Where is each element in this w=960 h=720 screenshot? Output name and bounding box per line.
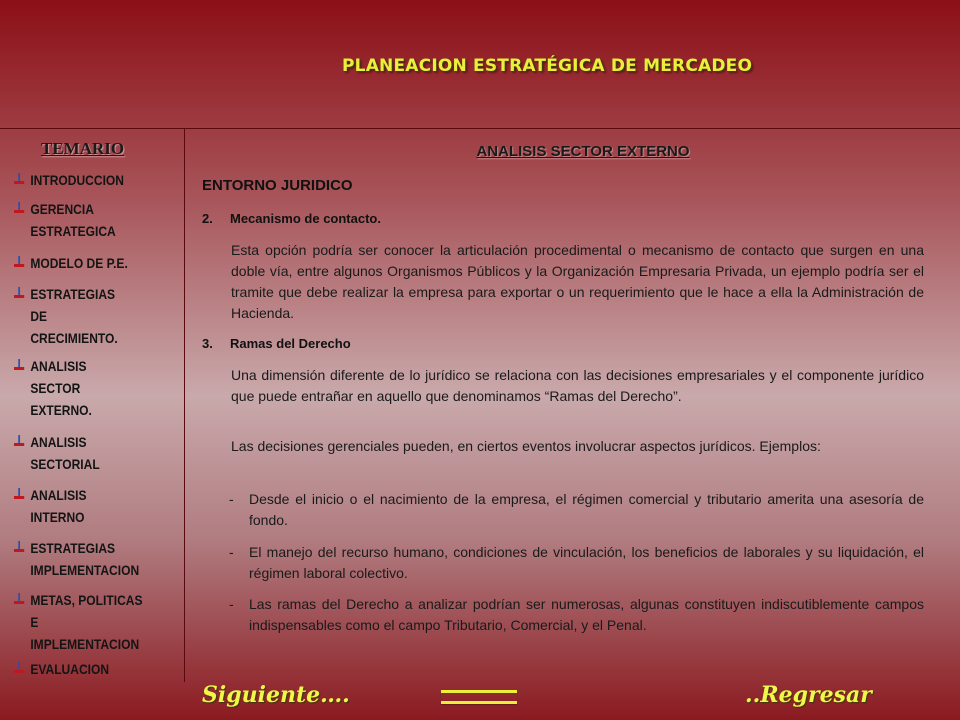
sidebar-item-label: ANALISIS SECTORIAL <box>30 434 100 472</box>
nav-bullet-icon <box>14 662 24 674</box>
sidebar-item-evaluacion[interactable] <box>14 658 158 680</box>
item-heading <box>202 211 381 226</box>
list-item-text: El manejo del recurso humano, condiciones de vinculación, los beneficios de laborales y su liquidación, el régimen laboral colectivo. <box>249 544 924 581</box>
sidebar-item-analisis-interno[interactable] <box>14 484 158 528</box>
item-title: Ramas del Derecho <box>230 336 351 351</box>
footer-nav <box>0 682 960 720</box>
nav-bullet-icon <box>14 256 24 268</box>
sidebar-item-analisis-sectorial[interactable] <box>14 431 158 475</box>
sidebar-heading: TEMARIO <box>41 139 125 158</box>
item-title: Mecanismo de contacto. <box>230 211 381 226</box>
sidebar-item-modelo-pe[interactable] <box>14 252 158 274</box>
bullet-dash: - <box>229 596 234 612</box>
nav-bullet-icon <box>14 593 24 605</box>
sidebar <box>0 129 183 682</box>
sidebar-item-label: MODELO DE P.E. <box>30 255 128 271</box>
paragraph: Las decisiones gerenciales pueden, en ciertos eventos involucrar aspectos jurídicos. Ejemplos: <box>231 438 821 454</box>
sidebar-item-label: METAS, POLITICAS E IMPLEMENTACION <box>30 592 143 652</box>
nav-bullet-icon <box>14 435 24 447</box>
sidebar-item-metas-politicas[interactable] <box>14 589 158 655</box>
paragraph: Esta opción podría ser conocer la articulación procedimental o mecanismo de contacto que surgen en una doble vía, entre algunos Organismos Públicos y la Organización Empresaria Privada, un ejemplo podría ser el tramite que debe realizar la empresa para exportar o un requerimiento que le hace a ella la Administración de Hacienda. <box>231 242 924 321</box>
nav-bullet-icon <box>14 541 24 553</box>
bullet-dash: - <box>229 544 234 560</box>
sidebar-item-label: ANALISIS SECTOR EXTERNO. <box>30 358 92 418</box>
list-item <box>229 594 924 636</box>
nav-bullet-icon <box>14 359 24 371</box>
double-rule-divider <box>441 690 517 704</box>
sidebar-item-estrategias-crecimiento[interactable] <box>14 283 158 349</box>
sidebar-item-gerencia-estrategica[interactable] <box>14 198 158 242</box>
list-item <box>229 489 924 531</box>
sidebar-item-label: EVALUACION <box>30 661 110 677</box>
sidebar-item-analisis-sector-externo[interactable] <box>14 355 158 421</box>
header-band <box>0 0 960 129</box>
nav-bullet-icon <box>14 202 24 214</box>
content-panel <box>184 129 960 682</box>
sidebar-item-label: GERENCIA ESTRATEGICA <box>30 201 116 239</box>
section-title: ANALISIS SECTOR EXTERNO <box>476 143 690 160</box>
item-number: 2. <box>202 211 213 226</box>
paragraph: Una dimensión diferente de lo jurídico se relaciona con las decisiones empresariales y el componente jurídico que puede entrañar en aquello que denominamos “Ramas del Derecho”. <box>231 367 924 404</box>
nav-bullet-icon <box>14 287 24 299</box>
page-title: PLANEACION ESTRATÉGICA DE MERCADEO <box>342 56 753 76</box>
list-item-text: Las ramas del Derecho a analizar podrían ser numerosas, algunas constituyen indiscutiblemente campos indispensables como el campo Tributario, Comercial, y el Penal. <box>249 596 924 633</box>
sidebar-item-introduccion[interactable] <box>14 169 158 191</box>
next-link[interactable]: Siguiente…. <box>202 682 350 708</box>
item-heading <box>202 336 351 351</box>
nav-bullet-icon <box>14 488 24 500</box>
back-link[interactable]: ..Regresar <box>745 682 872 708</box>
list-item <box>229 542 924 584</box>
item-number: 3. <box>202 336 213 351</box>
sidebar-item-label: ANALISIS INTERNO <box>30 487 87 525</box>
list-item-text: Desde el inicio o el nacimiento de la empresa, el régimen comercial y tributario amerita una asesoría de fondo. <box>249 491 924 528</box>
sidebar-item-label: ESTRATEGIAS DE CRECIMIENTO. <box>30 286 118 346</box>
bullet-dash: - <box>229 491 234 507</box>
sidebar-item-label: ESTRATEGIAS IMPLEMENTACION <box>30 540 140 578</box>
sidebar-item-label: INTRODUCCION <box>30 172 124 188</box>
subsection-title: ENTORNO JURIDICO <box>202 177 353 194</box>
nav-bullet-icon <box>14 173 24 185</box>
sidebar-item-estrategias-implementacion[interactable] <box>14 537 158 581</box>
